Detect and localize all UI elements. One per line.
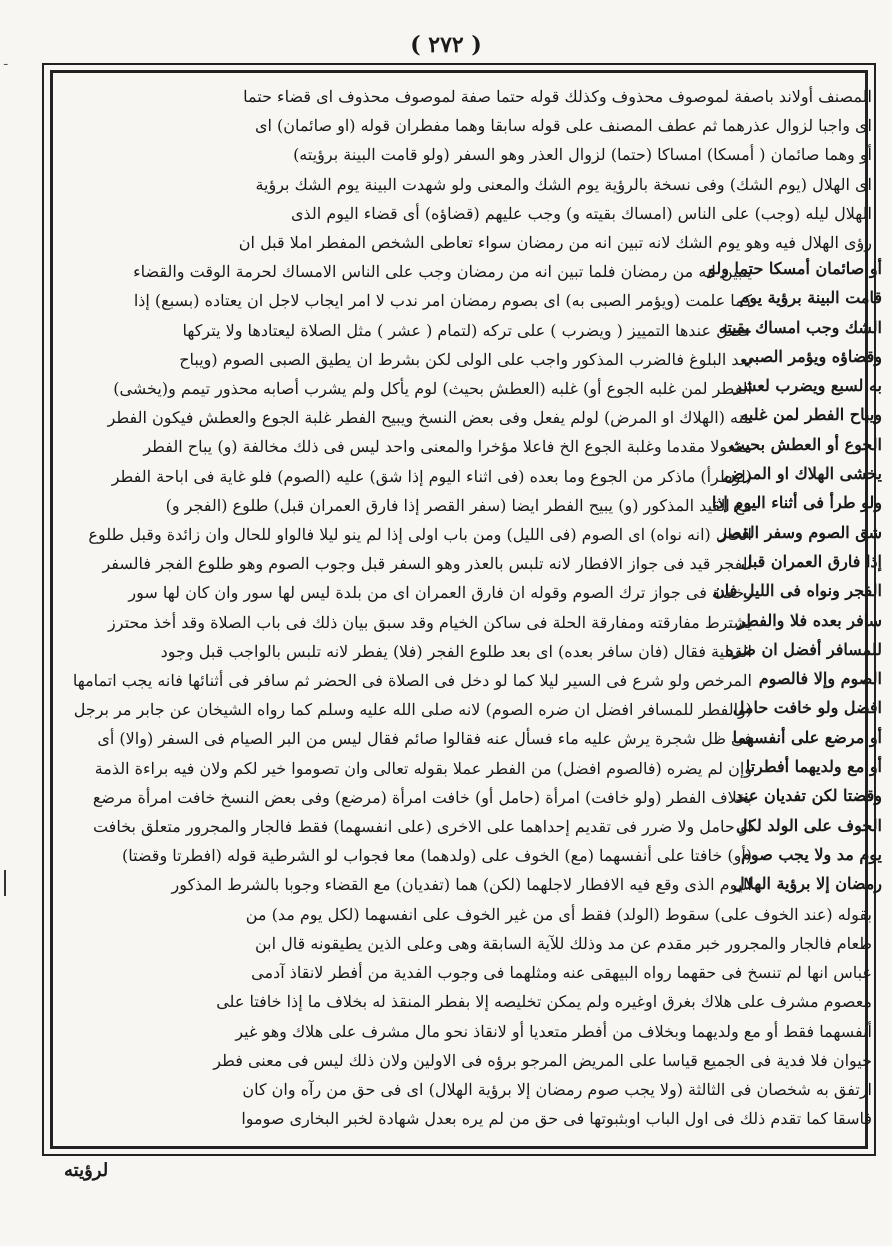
main-text-line: المرخص ولو شرع فى السير ليلا كما لو دخل فى الصلاة فى الحضر ثم سافر فى أثنائها فانه يجب اتمامها [72,671,752,691]
main-text-line: منه (الهلاك او المرض) لولم يفعل وفى بعض النسخ ويبيح الفطر غلبة الجوع والعطش فيكون الفطر [107,408,752,428]
main-text-line: الهلال ليله (وجب) على الناس (امساك بقيته و) وجب عليهم (قضاؤه) أى قضاء اليوم الذى [290,203,872,223]
main-text-line: عباس انها لم تنسخ فى حقهما رواه البيهقى عنه ومثلهما فى وجوب الفدية من أفطر لانقاذ آدمى [251,963,872,983]
main-text-line: اليوم الذى وقع فيه الافطار لاجلهما (لكن) هما (تفديان) مع القضاء وجوبا بالشرط المذكور [171,875,752,895]
main-text-line: (أو) خافتا على أنفسهما (مع) الخوف على (ولدهما) معا فجواب لو الشرطية قوله (افطرتا وقضتا) [121,846,752,866]
main-text-line: او حامل ولا ضرر فى تقديم إحداهما على الاخرى (على انفسهما) فقط فالجار والمجرور متعلق بخافت [92,817,752,837]
margin-text-line: يخشى الهلاك او المرض [724,464,882,484]
main-text-line: معصوم مشرف على هلاك بغرق اوغيره ولم يمكن تخليصه إلا بفطر المنقذ له بخلاف ما إذا خافتا على [216,992,872,1012]
main-text-line: حيوان فلا فدية فى الجميع قياسا على المريض المرجو برؤه فى الاولين ولان ذلك ليس فى معنى فطر [213,1050,872,1070]
main-text-line: فى ظل شجرة يرش عليه ماء فسأل عنه فقالوا صائم فقال ليس من البر الصيام فى السفر (والا) أى [97,729,752,749]
margin-text-line: الخوف على الولد لكل [735,815,882,835]
main-text-line: اى واجبا لزوال عذرهما ثم عطف المصنف على قوله سابقا وهما مفطران قوله (او صائمان) اى [254,116,872,136]
main-text-line: أنفسهما فقط أو مع ولديهما وبخلاف من أفطر متعديا أو لانقاذ نحو مال مشرف على هلاك وهو غير [235,1021,872,1041]
margin-line-mark [4,870,6,896]
main-text-line: وإن لم يضره (فالصوم افضل) من الفطر عملا بقوله تعالى وان تصوموا خير لكم ولان فيه براءة الذمة [94,758,752,778]
margin-text-line: به لسبع ويضرب لعشر [734,376,882,396]
margin-text-line: وقضاؤه ويؤمر الصبي [741,346,882,366]
margin-text-line: رمضان إلا برؤية الهلال [733,874,882,894]
main-text-line: يتبين انه من رمضان فلما تبين انه من رمضان وجب على الناس الامساك لحرمة الوقت والقضاء [133,262,752,282]
main-text-line: كما علمت (ويؤمر الصبى به) اى بصوم رمضان امر ندب لا امر ايجاب لاجل ان يعتاده (بسبع) إذا [133,291,752,311]
margin-text-line: الصوم وإلا فالصوم [758,669,882,689]
main-text-line: (والفطر للمسافر افضل ان ضره الصوم) لانه صلى الله عليه وسلم كما رواه الشيخان عن جابر مر برجل [73,700,752,720]
main-text-line: أو وهما صائمان ( أمسكا) امساكا (حتما) لزوال العذر وهو السفر (ولو قامت البينة برؤيته) [293,145,872,165]
margin-text-line: الفجر ونواه فى الليل فان [713,581,882,601]
catchword: لرؤيته [64,1160,109,1181]
main-text-line: يشترط مفارقته ومفارقة الحلة فى ساكن الخيام وقد سبق بيان ذلك فى باب الصلاة وقد أخذ محترز [108,612,752,632]
margin-text-line: شق الصوم وسفر القصر [719,522,882,542]
margin-text-line: أو مع ولديهما أفطرتا [745,757,882,777]
page-number: ( ٢٧٢ ) [410,32,482,58]
main-text-line: بقوله (عند الخوف على) سقوط (الولد) فقط أى من غير الخوف على انفسهما (لكل يوم مد) من [245,904,872,924]
main-text-line: اى الهلال (يوم الشك) وفى نسخة بالرؤية يوم الشك والمعنى ولو شهدت البينة يوم الشك برؤية [255,174,872,194]
main-text-line: بعد البلوغ فالضرب المذكور واجب على الولى لكن بشرط ان يطيق الصبى الصوم (ويباح [179,349,752,369]
main-text-line: الفطر لمن غلبه الجوع أو) غلبه (العطش بحيث) لوم يأكل ولم يشرب أصابه محذور تيمم و(يخشى) [113,379,752,399]
corner-mark: ـ [4,54,8,68]
main-text-line: المصنف أولاند باصفة لموصوف محذوف وكذلك قوله حتما صفة لموصوف محذوف اى قضاء حتما [243,87,872,106]
margin-text-line: إذا فارق العمران قبل [740,551,882,571]
margin-text-line: للمسافر أفضل ان ضره [725,639,882,659]
margin-text-line: الشك وجب امساك بقيته [718,317,882,337]
margin-text-line: يوم مد ولا يجب صوم [741,844,882,864]
margin-text-line: أو صائمان أمسكا حتما ولو [708,259,882,278]
main-text-line: القبلية فقال (فان سافر بعده) اى بعد طلوع الفجر (فلا) يفطر لانه تلبس بالواجب قبل وجود [160,641,752,661]
main-text-line: مع القيد المذكور (و) يبيح الفطر ايضا (سفر القصر إذا فارق العمران قبل) طلوع (الفجر و) [165,495,752,515]
margin-summary-text [708,254,882,899]
main-text-line: رخصة فى جواز ترك الصوم وقوله ان فارق العمران اى من بلدة ليس لها سور وان كان لها سور [128,583,752,603]
margin-text-line: الجوع أو العطش بحيث [729,434,882,454]
main-text-line: (لوطرأ) ماذكر من الجوع وما بعده (فى اثناء اليوم إذا شق) عليه (الصوم) فلو غاية فى اباحة الفطر [111,466,752,486]
margin-text-line: أو مرضع على أنفسهما [732,727,882,747]
main-text-line: بخلاف الفطر (ولو خافت) امرأة (حامل أو) خافت امرأة (مرضع) وفى بعض النسخ خافت امرأة مرضع [92,787,752,807]
main-text-line: ارتفق به شخصان فى الثالثة (ولا يجب صوم رمضان إلا برؤية الهلال) اى فى حق من رآه وان كان [242,1079,872,1099]
main-text-line: حصل عندها التمييز ( ويضرب ) على تركه (لتمام ( عشر ) مثل الصلاة ليعتادها ولا يتركها [182,320,752,340]
margin-text-line: سافر بعده فلا والفطر [737,610,882,630]
margin-text-line: ويباح الفطر لمن غلبه [740,405,882,425]
margin-text-line: افضل ولو خافت حامل [732,698,882,718]
margin-text-line: قامت البينة برؤية يوم [739,288,882,308]
margin-text-line: وقضتا لكن تفديان عند [735,786,882,806]
main-text-line: فاسقا كما تقدم ذلك فى اول الباب اوبثبوتها فى حق من لم يره بعدل شهادة لخبر البخارى صوموا [241,1109,872,1129]
main-text-line: الفجر قيد فى جواز الافطار لانه تلبس بالعذر وهو السفر قبل وجوب الصوم وهو طلوع الفجر فالسفر [102,554,752,574]
main-text-line: مفعولا مقدما وغلبة الجوع الخ فاعلا مؤخرا والمعنى واحد ليس فى ذلك مخالفة (و) يباح الفطر [143,437,752,457]
margin-text-line: ولو طرأ فى أثناء اليوم إذا [711,493,882,513]
main-text-line: طعام فالجار والمجرور خبر مقدم عن مد وذلك للآية السابقة وهى وعلى الذين يطيقونه قال ابن [254,933,872,953]
main-text-line: رؤى الهلال فيه وهو يوم الشك لانه تبين انه من رمضان سواء تعاطى الشخص المفطر املا قبل ان [238,233,872,253]
main-text-line: الحال (انه نواه) اى الصوم (فى الليل) ومن باب اولى إذا لم ينو ليلا فالواو للحال وان زائدة وقبل طلوع [88,525,752,545]
